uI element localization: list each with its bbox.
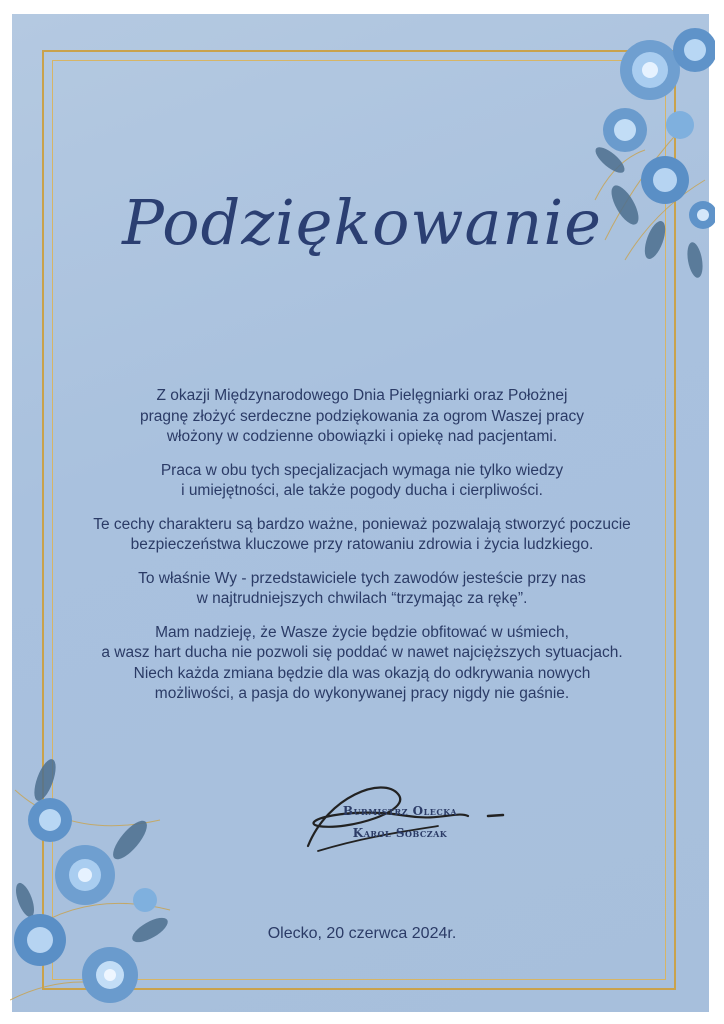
text-line: Mam nadzieję, że Wasze życie będzie obfitować w uśmiech, xyxy=(155,623,569,641)
flower-decoration-bottom-left xyxy=(10,750,180,1015)
text-line: To właśnie Wy - przedstawiciele tych zawodów jesteście przy nas xyxy=(138,569,586,587)
signature-position: Burmistrz Olecka xyxy=(342,804,458,818)
signature-name: Karol Sobczak xyxy=(352,826,448,840)
text-line: włożony w codzienne obowiązki i opiekę nad pacjentami. xyxy=(166,428,558,445)
text-line: Z okazji Międzynarodowego Dnia Pielęgniarki oraz Położnej xyxy=(156,387,568,404)
text-line: Praca w obu tych specjalizacjach wymaga nie tylko wiedzy xyxy=(160,461,564,479)
text-line: bezpieczeństwa kluczowe przy ratowaniu zdrowia i życia ludzkiego. xyxy=(130,536,594,553)
text-line: możliwości, a pasja do wykonywanej pracy nigdy nie gaśnie. xyxy=(154,685,570,702)
signature-block xyxy=(300,800,500,844)
text-line: i umiejętności, ale także pogody ducha i cierpliwości. xyxy=(181,482,543,499)
paragraph-3 xyxy=(40,515,684,556)
paragraph-5 xyxy=(40,623,684,705)
text-line: Te cechy charakteru są bardzo ważne, ponieważ pozwalają stworzyć poczucie xyxy=(93,515,631,533)
text-line: pragnę złożyć serdeczne podziękowania za ogrom Waszej pracy xyxy=(140,407,584,425)
document-title: Podziękowanie xyxy=(122,186,602,259)
place-and-date: Olecko, 20 czerwca 2024r. xyxy=(267,925,457,942)
paragraph-1 xyxy=(40,386,684,448)
text-line: Niech każda zmiana będzie dla was okazją do odkrywania nowych xyxy=(133,664,591,682)
text-line: a wasz hart ducha nie pozwoli się poddać w nawet najcięższych sytuacjach. xyxy=(101,644,623,661)
document-body xyxy=(40,386,684,718)
text-line: w najtrudniejszych chwilach “trzymając za rękę”. xyxy=(196,590,528,607)
paragraph-2 xyxy=(40,461,684,502)
paragraph-4 xyxy=(40,569,684,610)
